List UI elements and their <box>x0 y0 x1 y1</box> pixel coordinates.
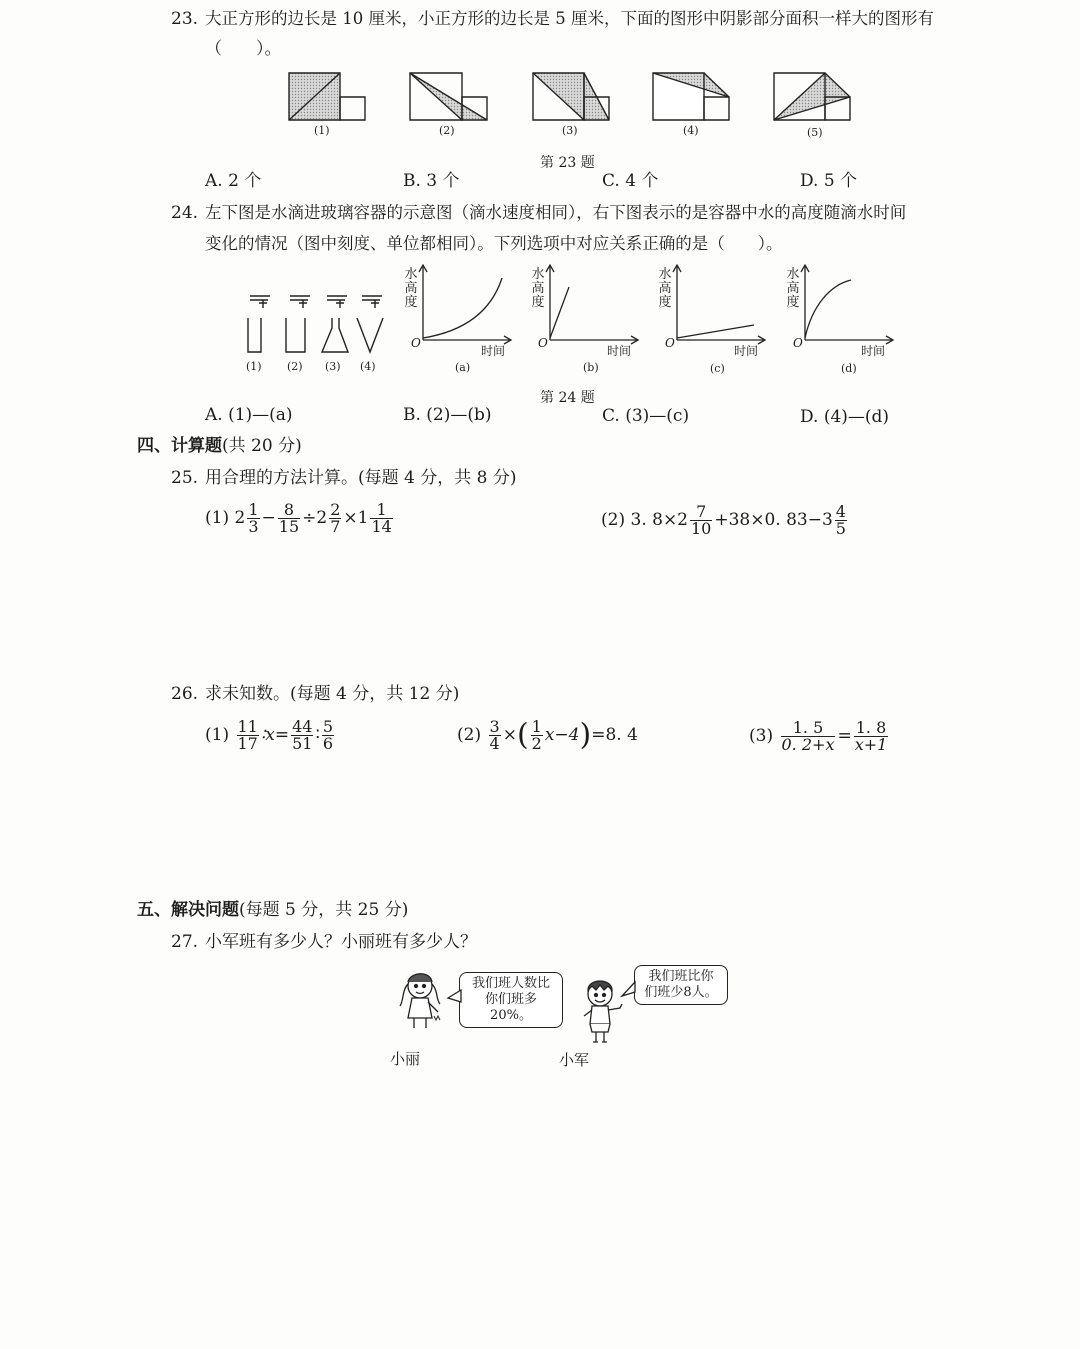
denominator: 5 <box>835 519 846 538</box>
problem-label: (2) <box>601 510 626 530</box>
q24-origin: O <box>665 336 675 350</box>
q25-problem-2 <box>601 502 849 538</box>
q24-container-label: (4) <box>360 360 376 373</box>
operator: = <box>837 726 852 746</box>
operator: × <box>502 725 517 745</box>
whole-number: 2 <box>234 508 246 528</box>
q23-fig-label: (4) <box>683 124 699 137</box>
q25-text: 用合理的方法计算。(每题 4 分，共 8 分) <box>205 468 517 488</box>
graph-a <box>419 265 511 344</box>
q27-text: 小军班有多少人？小丽班有多少人？ <box>205 932 477 952</box>
q26-problem-2 <box>457 717 638 753</box>
denominator: 17 <box>237 734 258 753</box>
expression: 3. 8×2 <box>630 510 688 530</box>
q24-graph-label: (a) <box>455 361 471 374</box>
numerator: 1 <box>531 717 542 736</box>
numerator: 5 <box>322 717 334 736</box>
q24-option-b: B. (2)—(b) <box>403 405 492 425</box>
numerator: 1 <box>370 502 392 519</box>
numerator: 44 <box>292 717 313 736</box>
fraction <box>370 502 392 535</box>
name-li: 小丽 <box>390 1050 421 1068</box>
q24-text-line1: 左下图是水滴进玻璃容器的示意图（滴水速度相同），右下图表示的是容器中水的高度随滴水时间 <box>205 203 907 222</box>
q24-figure-title: 第 24 题 <box>540 390 595 406</box>
q24-graph-label: (d) <box>841 362 857 375</box>
q23-fig-label: (3) <box>562 124 578 137</box>
q24-container-label: (1) <box>246 360 262 373</box>
fraction <box>278 502 300 535</box>
denominator: 2 <box>531 734 542 753</box>
q23-option-d: D. 5 个 <box>800 171 858 191</box>
q24-x-axis-label: 时间 <box>481 344 506 358</box>
numerator: 8 <box>278 502 300 519</box>
q26-problem-3 <box>749 718 890 754</box>
q24-y-axis-label: 水高度 <box>786 267 800 310</box>
q24-x-axis-label: 时间 <box>734 344 759 358</box>
q24-y-axis-label: 水高度 <box>658 267 672 310</box>
q24-graph-label: (c) <box>710 362 725 375</box>
denominator: 10 <box>691 519 712 538</box>
q23-text-line1: 大正方形的边长是 10 厘米，小正方形的边长是 5 厘米，下面的图形中阴影部分面积一样大的图形有 <box>205 9 934 28</box>
denominator: 6 <box>322 734 334 753</box>
q23-option-b: B. 3 个 <box>403 171 460 191</box>
q24-option-c: C. (3)—(c) <box>602 406 690 426</box>
q23-fig-label: (2) <box>439 124 455 137</box>
q24-option-d: D. (4)—(d) <box>800 407 890 427</box>
q23-fig-label: (1) <box>314 124 330 137</box>
numerator: 7 <box>690 504 712 521</box>
q24-x-axis-label: 时间 <box>861 344 886 358</box>
numerator: 1. 5 <box>781 720 836 737</box>
q24-y-axis-label: 水高度 <box>404 267 418 310</box>
q24-number: 24. <box>171 203 199 223</box>
q26-text: 求未知数。(每题 4 分，共 12 分) <box>205 684 460 704</box>
fraction <box>329 502 341 535</box>
operator: − <box>261 508 276 528</box>
problem-label: (1) <box>205 508 230 528</box>
fraction <box>690 504 712 537</box>
fraction <box>237 719 259 752</box>
numerator: 2 <box>330 500 341 519</box>
left-paren: ( <box>516 717 529 753</box>
denominator: 51 <box>292 734 313 753</box>
denominator: 4 <box>489 734 500 753</box>
q23-fig-label: (5) <box>807 126 823 139</box>
q23-number: 23. <box>171 9 199 29</box>
problem-label: (1) <box>205 725 230 745</box>
section5-title: 五、解决问题 <box>137 900 239 920</box>
fraction <box>322 719 334 752</box>
operator: ∶ <box>315 725 320 745</box>
q24-container-label: (2) <box>287 360 303 373</box>
fraction <box>854 720 889 753</box>
q24-option-a: A. (1)—(a) <box>205 405 293 425</box>
problem-label: (3) <box>749 726 774 746</box>
operator: ×1 <box>343 508 369 528</box>
denominator: 7 <box>330 517 341 536</box>
q23-option-a: A. 2 个 <box>205 171 262 191</box>
numerator: 1. 8 <box>854 720 889 737</box>
q23-option-c: C. 4 个 <box>602 171 659 191</box>
denominator: x+1 <box>854 735 888 754</box>
expression: x−4 <box>544 725 580 745</box>
expression: ∶x= <box>260 725 290 745</box>
q24-container-label: (3) <box>325 360 341 373</box>
expression: =8. 4 <box>591 725 638 745</box>
bubble-tail <box>622 982 636 998</box>
speech-bubble-jun: 我们班比你 们班少8人。 <box>634 965 728 1005</box>
fraction <box>531 719 543 752</box>
numerator: 4 <box>835 502 846 521</box>
q24-origin: O <box>538 336 548 350</box>
q23-figure-title: 第 23 题 <box>540 155 595 171</box>
q24-origin: O <box>411 336 421 350</box>
q27-number: 27. <box>171 932 199 952</box>
numerator: 3 <box>489 717 500 736</box>
operator: ÷2 <box>302 508 328 528</box>
graph-d <box>801 265 893 344</box>
q24-x-axis-label: 时间 <box>607 344 632 358</box>
fraction <box>489 719 501 752</box>
denominator: 0. 2+x <box>781 735 835 754</box>
denominator: 3 <box>248 517 259 536</box>
section5-heading <box>137 900 408 920</box>
q25-number: 25. <box>171 468 199 488</box>
name-jun: 小军 <box>559 1051 590 1069</box>
right-paren: ) <box>579 717 592 753</box>
denominator: 15 <box>278 517 300 536</box>
section4-title: 四、计算题 <box>137 436 222 456</box>
q26-problem-1 <box>205 717 336 753</box>
q24-origin: O <box>793 336 803 350</box>
section4-heading <box>137 436 302 456</box>
fraction <box>247 502 259 535</box>
numerator: 1 <box>248 500 259 519</box>
section5-points: (每题 5 分，共 25 分) <box>239 900 409 920</box>
section4-points: (共 20 分) <box>222 436 302 456</box>
graph-b <box>546 265 638 344</box>
fraction <box>291 719 313 752</box>
denominator: 14 <box>371 517 392 536</box>
graph-c <box>673 265 765 344</box>
q26-number: 26. <box>171 684 199 704</box>
expression: +38×0. 83−3 <box>714 510 833 530</box>
problem-label: (2) <box>457 725 482 745</box>
speech-bubble-li: 我们班人数比 你们班多20%。 <box>459 972 563 1028</box>
numerator: 11 <box>237 717 258 736</box>
fraction <box>781 720 836 753</box>
q23-text-line2: （ ）。 <box>205 39 282 59</box>
q24-y-axis-label: 水高度 <box>531 267 545 310</box>
q25-problem-1 <box>205 500 395 536</box>
q24-graph-label: (b) <box>583 361 599 374</box>
fraction <box>835 504 847 537</box>
q24-text-line2: 变化的情况（图中刻度、单位都相同）。下列选项中对应关系正确的是（ ）。 <box>205 234 783 253</box>
bubble-tail <box>448 990 462 1004</box>
